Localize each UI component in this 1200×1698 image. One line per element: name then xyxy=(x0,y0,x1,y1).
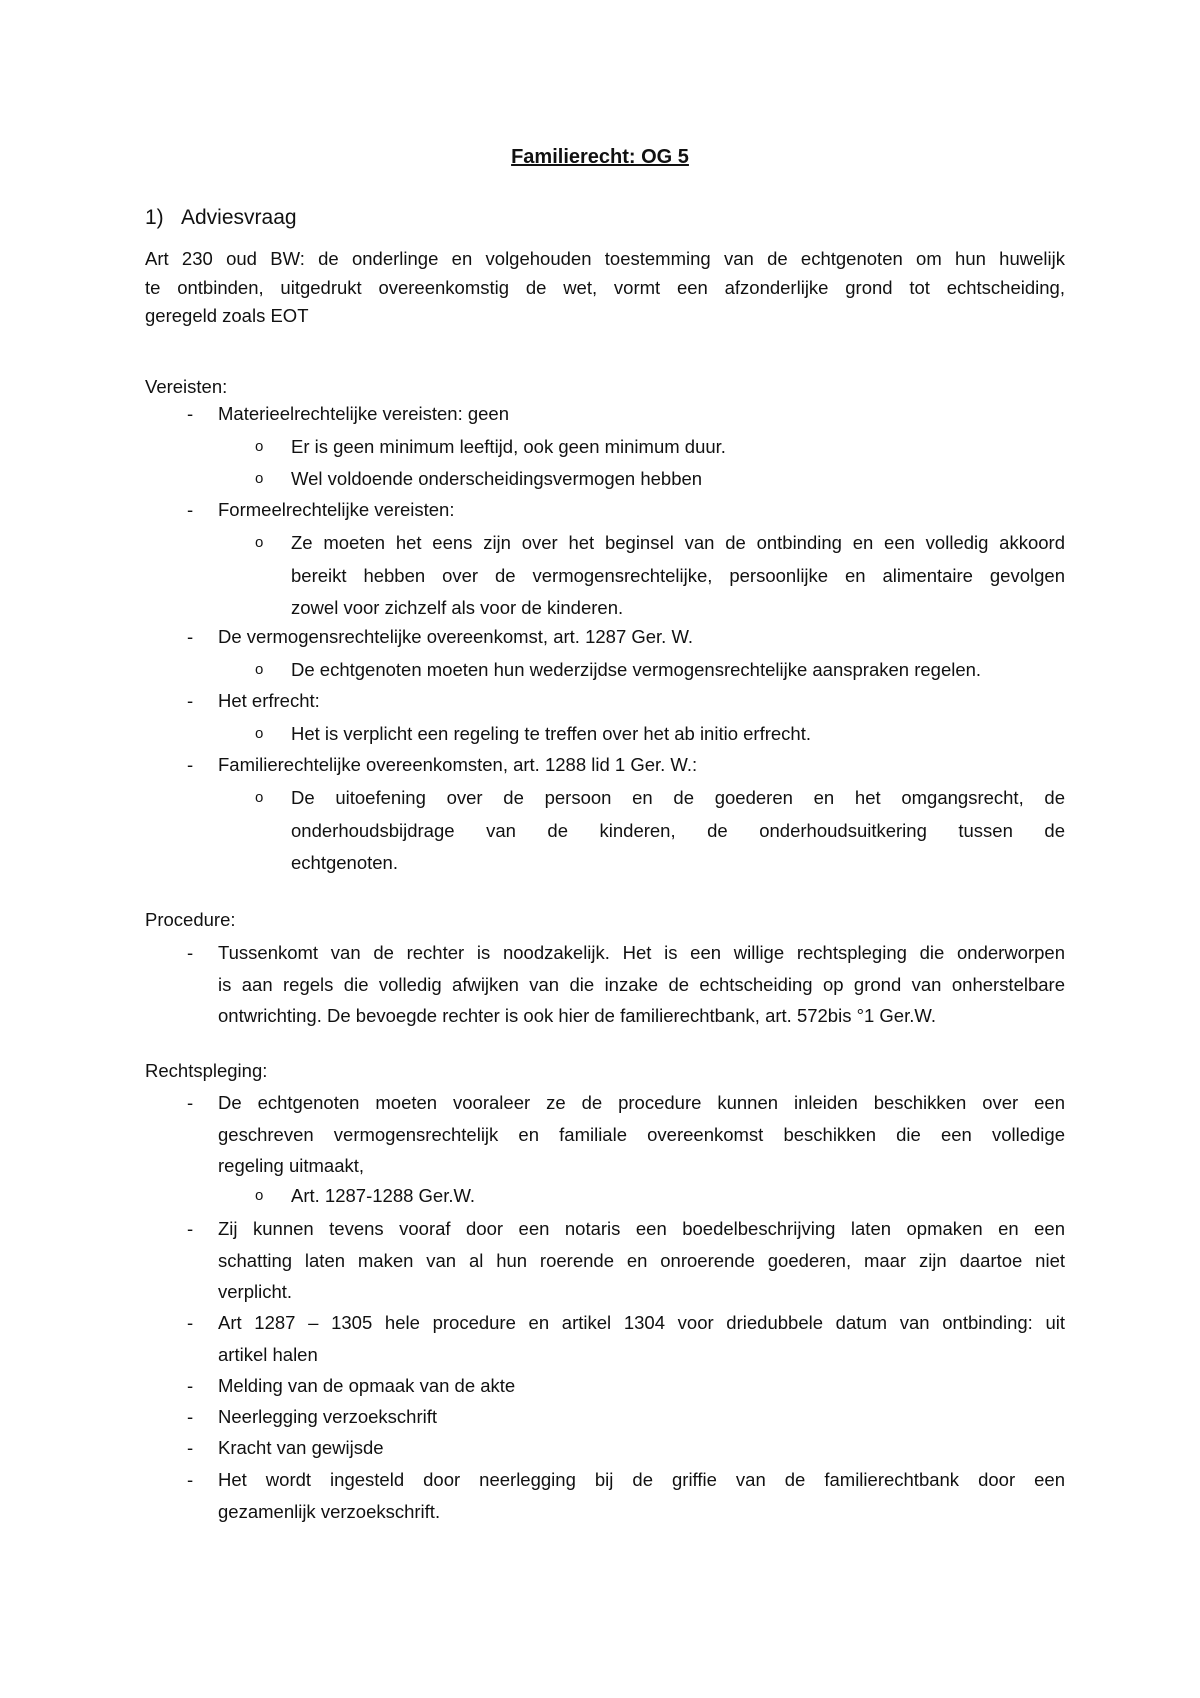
dash-bullet: - xyxy=(187,1092,194,1113)
list-item-text: Materieelrechtelijke vereisten: geen xyxy=(218,403,510,424)
list-item-text: Neerlegging verzoekschrift xyxy=(218,1406,438,1427)
section-number: 1) xyxy=(145,206,164,229)
sub-item-text: Het is verplicht een regeling te treffen over het ab initio erfrecht. xyxy=(291,723,811,744)
circle-bullet: o xyxy=(255,470,264,487)
list-item-text: regeling uitmaakt, xyxy=(218,1155,365,1176)
page-title: Familierecht: OG 5 xyxy=(511,146,689,168)
list-item-text: Zij kunnen tevens vooraf door een notaris een boedelbeschrijving laten opmaken en een xyxy=(218,1218,1065,1239)
intro-paragraph xyxy=(145,245,1065,331)
list-item-text: Art 1287 – 1305 hele procedure en artikel 1304 voor driedubbele datum van ontbinding: uit xyxy=(218,1312,1065,1333)
dash-bullet: - xyxy=(187,1469,194,1490)
dash-bullet: - xyxy=(187,754,194,775)
circle-bullet: o xyxy=(255,789,264,806)
list-item-text: Tussenkomt van de rechter is noodzakelijk. Het is een willige rechtspleging die onderworpen xyxy=(218,942,1065,963)
list-item-text: verplicht. xyxy=(218,1281,293,1302)
circle-bullet: o xyxy=(255,725,264,742)
list-item-text: geschreven vermogensrechtelijk en familiale overeenkomst beschikken die een volledige xyxy=(218,1123,1065,1145)
vereisten-label: Vereisten: xyxy=(145,376,228,397)
intro-line: te ontbinden, uitgedrukt overeenkomstig de wet, vormt een afzonderlijke grond tot echtscheiding, xyxy=(145,276,1065,298)
dash-bullet: - xyxy=(187,403,194,424)
sub-item-text: Wel voldoende onderscheidingsvermogen hebben xyxy=(291,468,703,489)
section-title: Adviesvraag xyxy=(181,206,297,229)
list-item-text: De vermogensrechtelijke overeenkomst, art. 1287 Ger. W. xyxy=(218,626,694,647)
list-item-text: De echtgenoten moeten vooraleer ze de procedure kunnen inleiden beschikken over een xyxy=(218,1092,1065,1113)
circle-bullet: o xyxy=(255,534,264,551)
dash-bullet: - xyxy=(187,1218,194,1239)
sub-item-text: zowel voor zichzelf als voor de kinderen. xyxy=(291,597,624,618)
sub-item-text: De echtgenoten moeten hun wederzijdse vermogensrechtelijke aanspraken regelen. xyxy=(291,659,982,680)
sub-item-text: De uitoefening over de persoon en de goederen en het omgangsrecht, de xyxy=(291,787,1065,808)
intro-line: Art 230 oud BW: de onderlinge en volgehouden toestemming van de echtgenoten om hun huwelijk xyxy=(145,248,1065,269)
list-item-text: Kracht van gewijsde xyxy=(218,1437,384,1458)
list-item-text: ontwrichting. De bevoegde rechter is ook hier de familierechtbank, art. 572bis °1 Ger.W. xyxy=(218,1005,936,1026)
circle-bullet: o xyxy=(255,1187,264,1204)
list-item-text: schatting laten maken van al hun roerende en onroerende goederen, maar zijn daartoe niet xyxy=(218,1249,1065,1271)
procedure-label: Procedure: xyxy=(145,909,236,930)
list-item-text: Formeelrechtelijke vereisten: xyxy=(218,499,455,520)
sub-item-text: onderhoudsbijdrage van de kinderen, de onderhoudsuitkering tussen de xyxy=(291,819,1065,841)
list-item-text: is aan regels die volledig afwijken van die inzake de echtscheiding op grond van onherstelbare xyxy=(218,973,1065,995)
list-item-text: artikel halen xyxy=(218,1343,318,1365)
list-item-text: Het wordt ingesteld door neerlegging bij de griffie van de familierechtbank door een xyxy=(218,1469,1065,1490)
intro-line: geregeld zoals EOT xyxy=(145,305,309,326)
sub-item-text: bereikt hebben over de vermogensrechtelijke, persoonlijke en alimentaire gevolgen xyxy=(291,564,1065,586)
dash-bullet: - xyxy=(187,1437,194,1458)
circle-bullet: o xyxy=(255,661,264,678)
dash-bullet: - xyxy=(187,1312,194,1333)
dash-bullet: - xyxy=(187,626,194,647)
sub-item-text: Art. 1287-1288 Ger.W. xyxy=(291,1185,476,1206)
sub-item-text: Er is geen minimum leeftijd, ook geen minimum duur. xyxy=(291,436,726,457)
list-item-text: gezamenlijk verzoekschrift. xyxy=(218,1500,441,1522)
dash-bullet: - xyxy=(187,690,194,711)
circle-bullet: o xyxy=(255,438,264,455)
rechtspleging-label: Rechtspleging: xyxy=(145,1060,268,1081)
list-item-text: Melding van de opmaak van de akte xyxy=(218,1375,516,1396)
dash-bullet: - xyxy=(187,942,194,963)
dash-bullet: - xyxy=(187,1375,194,1396)
sub-item-text: Ze moeten het eens zijn over het beginsel van de ontbinding en een volledig akkoord xyxy=(291,532,1065,553)
section-heading xyxy=(145,206,297,230)
dash-bullet: - xyxy=(187,1406,194,1427)
list-item-text: Familierechtelijke overeenkomsten, art. 1288 lid 1 Ger. W.: xyxy=(218,754,698,775)
list-item-text: Het erfrecht: xyxy=(218,690,320,711)
sub-item-text: echtgenoten. xyxy=(291,852,398,873)
dash-bullet: - xyxy=(187,499,194,520)
